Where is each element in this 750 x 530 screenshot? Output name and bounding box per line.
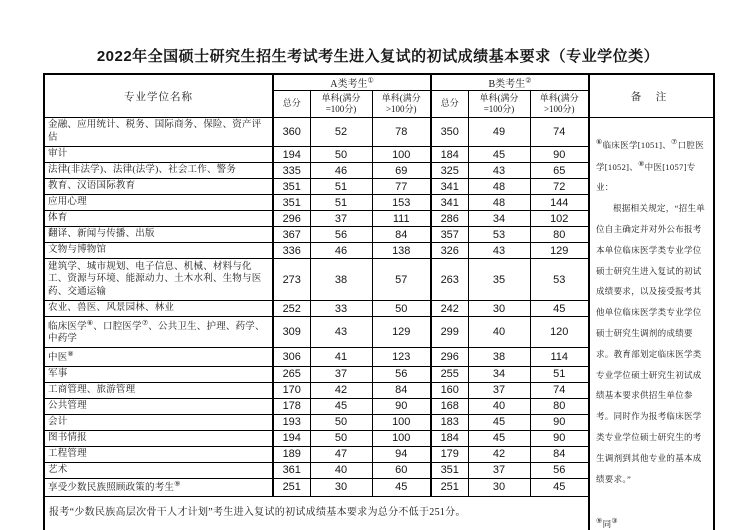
degree-name-cell: 金融、应用统计、税务、国际商务、保险、资产评估 [44,118,273,147]
score-cell: 341 [431,179,468,195]
score-cell: 183 [431,414,468,430]
score-cell: 60 [372,462,431,478]
score-cell: 40 [310,462,372,478]
degree-name-cell: 文物与博物馆 [44,243,273,259]
score-cell: 35 [468,259,530,301]
score-cell: 242 [431,301,468,317]
header-degree-name: 专业学位名称 [44,74,273,118]
score-cell: 52 [310,118,372,147]
score-cell: 299 [431,317,468,348]
score-cell: 129 [530,243,589,259]
score-cell: 38 [468,348,530,366]
degree-name-cell: 建筑学、城市规划、电子信息、机械、材料与化工、资源与环境、能源动力、土木水利、生物与医药、交通运输 [44,259,273,301]
score-cell: 100 [372,414,431,430]
score-cell: 351 [431,462,468,478]
score-cell: 194 [273,430,310,446]
score-cell: 361 [273,462,310,478]
score-cell: 350 [431,118,468,147]
score-cell: 100 [372,146,431,162]
score-cell: 45 [468,430,530,446]
score-cell: 255 [431,366,468,382]
degree-name-cell: 应用心理 [44,195,273,211]
score-cell: 360 [273,118,310,147]
score-cell: 37 [468,462,530,478]
score-cell: 309 [273,317,310,348]
score-cell: 111 [372,211,431,227]
score-cell: 367 [273,227,310,243]
score-cell: 351 [273,195,310,211]
score-cell: 252 [273,301,310,317]
score-cell: 65 [530,163,589,179]
score-cell: 168 [431,398,468,414]
header-a-single-100: 单科(满分=100分) [310,91,372,118]
score-cell: 42 [468,446,530,462]
score-cell: 90 [372,398,431,414]
degree-name-cell: 临床医学⑥、口腔医学⑦、公共卫生、护理、药学、中药学 [44,317,273,348]
score-cell: 273 [273,259,310,301]
score-cell: 48 [468,179,530,195]
score-cell: 45 [530,301,589,317]
score-cell: 123 [372,348,431,366]
table-body [44,118,714,530]
score-cell: 50 [372,301,431,317]
header-a-total: 总分 [273,91,310,118]
score-cell: 47 [310,446,372,462]
score-cell: 42 [310,382,372,398]
score-cell: 84 [530,446,589,462]
degree-name-cell: 审计 [44,146,273,162]
degree-name-cell: 教育、汉语国际教育 [44,179,273,195]
score-cell: 77 [372,179,431,195]
score-cell: 45 [310,398,372,414]
score-cell: 45 [372,478,431,496]
score-cell: 50 [310,414,372,430]
score-cell: 56 [530,462,589,478]
score-cell: 170 [273,382,310,398]
score-cell: 341 [431,195,468,211]
score-cell: 357 [431,227,468,243]
header-a-single-over100: 单科(满分>100分) [372,91,431,118]
score-cell: 46 [310,163,372,179]
degree-name-cell: 图书情报 [44,430,273,446]
score-cell: 40 [468,398,530,414]
score-table [43,73,715,530]
score-cell: 251 [431,478,468,496]
score-cell: 189 [273,446,310,462]
score-cell: 34 [468,366,530,382]
score-cell: 41 [310,348,372,366]
score-cell: 78 [372,118,431,147]
score-cell: 51 [530,366,589,382]
header-b-single-100: 单科(满分=100分) [468,91,530,118]
score-cell: 74 [530,382,589,398]
score-cell: 194 [273,146,310,162]
score-cell: 84 [372,382,431,398]
degree-name-cell: 公共管理 [44,398,273,414]
score-cell: 43 [468,243,530,259]
score-cell: 38 [310,259,372,301]
score-cell: 153 [372,195,431,211]
score-cell: 265 [273,366,310,382]
score-cell: 48 [468,195,530,211]
score-cell: 37 [310,366,372,382]
score-cell: 72 [530,179,589,195]
score-cell: 51 [310,179,372,195]
degree-name-cell: 法律(非法学)、法律(法学)、社会工作、警务 [44,163,273,179]
score-cell: 40 [468,317,530,348]
header-b-total: 总分 [431,91,468,118]
score-cell: 69 [372,163,431,179]
score-cell: 114 [530,348,589,366]
score-cell: 45 [530,478,589,496]
group-a-label: A类考生 [330,79,368,90]
score-cell: 351 [273,179,310,195]
score-cell: 326 [431,243,468,259]
score-cell: 43 [310,317,372,348]
score-cell: 251 [273,478,310,496]
score-cell: 263 [431,259,468,301]
score-cell: 45 [468,414,530,430]
score-cell: 80 [530,398,589,414]
score-cell: 50 [310,430,372,446]
score-cell: 30 [468,478,530,496]
degree-name-cell: 工程管理 [44,446,273,462]
score-cell: 74 [530,118,589,147]
score-cell: 50 [310,146,372,162]
score-cell: 296 [273,211,310,227]
score-cell: 80 [530,227,589,243]
degree-name-cell: 农业、兽医、风景园林、林业 [44,301,273,317]
document-title: 2022年全国硕士研究生招生考试考生进入复试的初试成绩基本要求（专业学位类） [96,48,660,65]
score-cell: 138 [372,243,431,259]
score-cell: 184 [431,430,468,446]
score-cell: 90 [530,430,589,446]
score-cell: 296 [431,348,468,366]
score-cell: 193 [273,414,310,430]
score-cell: 178 [273,398,310,414]
degree-name-cell: 工商管理、旅游管理 [44,382,273,398]
header-b-single-over100: 单科(满分>100分) [530,91,589,118]
score-cell: 144 [530,195,589,211]
score-cell: 120 [530,317,589,348]
header-row-groups [44,74,714,91]
group-a-footnote-marker: ① [367,76,374,85]
score-cell: 325 [431,163,468,179]
remark-paragraph: 根据相关规定，“招生单位自主确定并对外公布报考本单位临床医学类专业学位硕士研究生进入复试的初试成绩要求，以及接受报考其他单位临床医学类专业学位硕士研究生调剂的成绩要求。教育部划定临床医学类专业学位硕士研究生初试成绩基本要求供招生单位参考。同时作为报考临床医学类专业学位硕士研究生的考生调剂到其他专业的基本成绩要求。” [596,203,706,484]
score-cell: 49 [468,118,530,147]
score-cell: 100 [372,430,431,446]
score-cell: 30 [310,478,372,496]
score-cell: 53 [468,227,530,243]
score-cell: 102 [530,211,589,227]
score-cell: 286 [431,211,468,227]
score-cell: 129 [372,317,431,348]
header-group-a [273,74,431,91]
score-cell: 45 [468,146,530,162]
score-cell: 306 [273,348,310,366]
score-cell: 33 [310,301,372,317]
group-b-footnote-marker: ② [525,76,532,85]
score-cell: 335 [273,163,310,179]
score-cell: 84 [372,227,431,243]
remark-paragraph: ⑨同③ [596,517,618,530]
table-header [44,74,714,118]
score-cell: 56 [310,227,372,243]
score-cell: 57 [372,259,431,301]
score-cell: 51 [310,195,372,211]
footer-note: 报考“少数民族高层次骨干人才计划”考生进入复试的初试成绩基本要求为总分不低于251分。 [44,497,589,530]
score-cell: 184 [431,146,468,162]
score-cell: 160 [431,382,468,398]
score-cell: 37 [468,382,530,398]
degree-name-cell: 艺术 [44,462,273,478]
score-cell: 56 [372,366,431,382]
table-row [44,118,714,147]
degree-name-cell: 中医⑧ [44,348,273,366]
degree-name-cell: 军事 [44,366,273,382]
degree-name-cell: 翻译、新闻与传播、出版 [44,227,273,243]
score-cell: 37 [310,211,372,227]
degree-name-cell: 会计 [44,414,273,430]
score-cell: 34 [468,211,530,227]
degree-name-cell: 享受少数民族照顾政策的考生⑨ [44,478,273,496]
remark-cell [589,118,714,530]
score-cell: 53 [530,259,589,301]
score-cell: 90 [530,414,589,430]
score-cell: 30 [468,301,530,317]
header-group-b [431,74,589,91]
score-cell: 336 [273,243,310,259]
score-cell: 46 [310,243,372,259]
degree-name-cell: 体育 [44,211,273,227]
score-cell: 43 [468,163,530,179]
group-b-label: B类考生 [488,79,526,90]
remark-paragraph: ⑥临床医学[1051]、⑦口腔医学[1052]、⑧中医[1057]专业： [596,138,705,193]
header-remark: 备 注 [589,74,714,118]
score-cell: 179 [431,446,468,462]
score-cell: 90 [530,146,589,162]
score-cell: 94 [372,446,431,462]
